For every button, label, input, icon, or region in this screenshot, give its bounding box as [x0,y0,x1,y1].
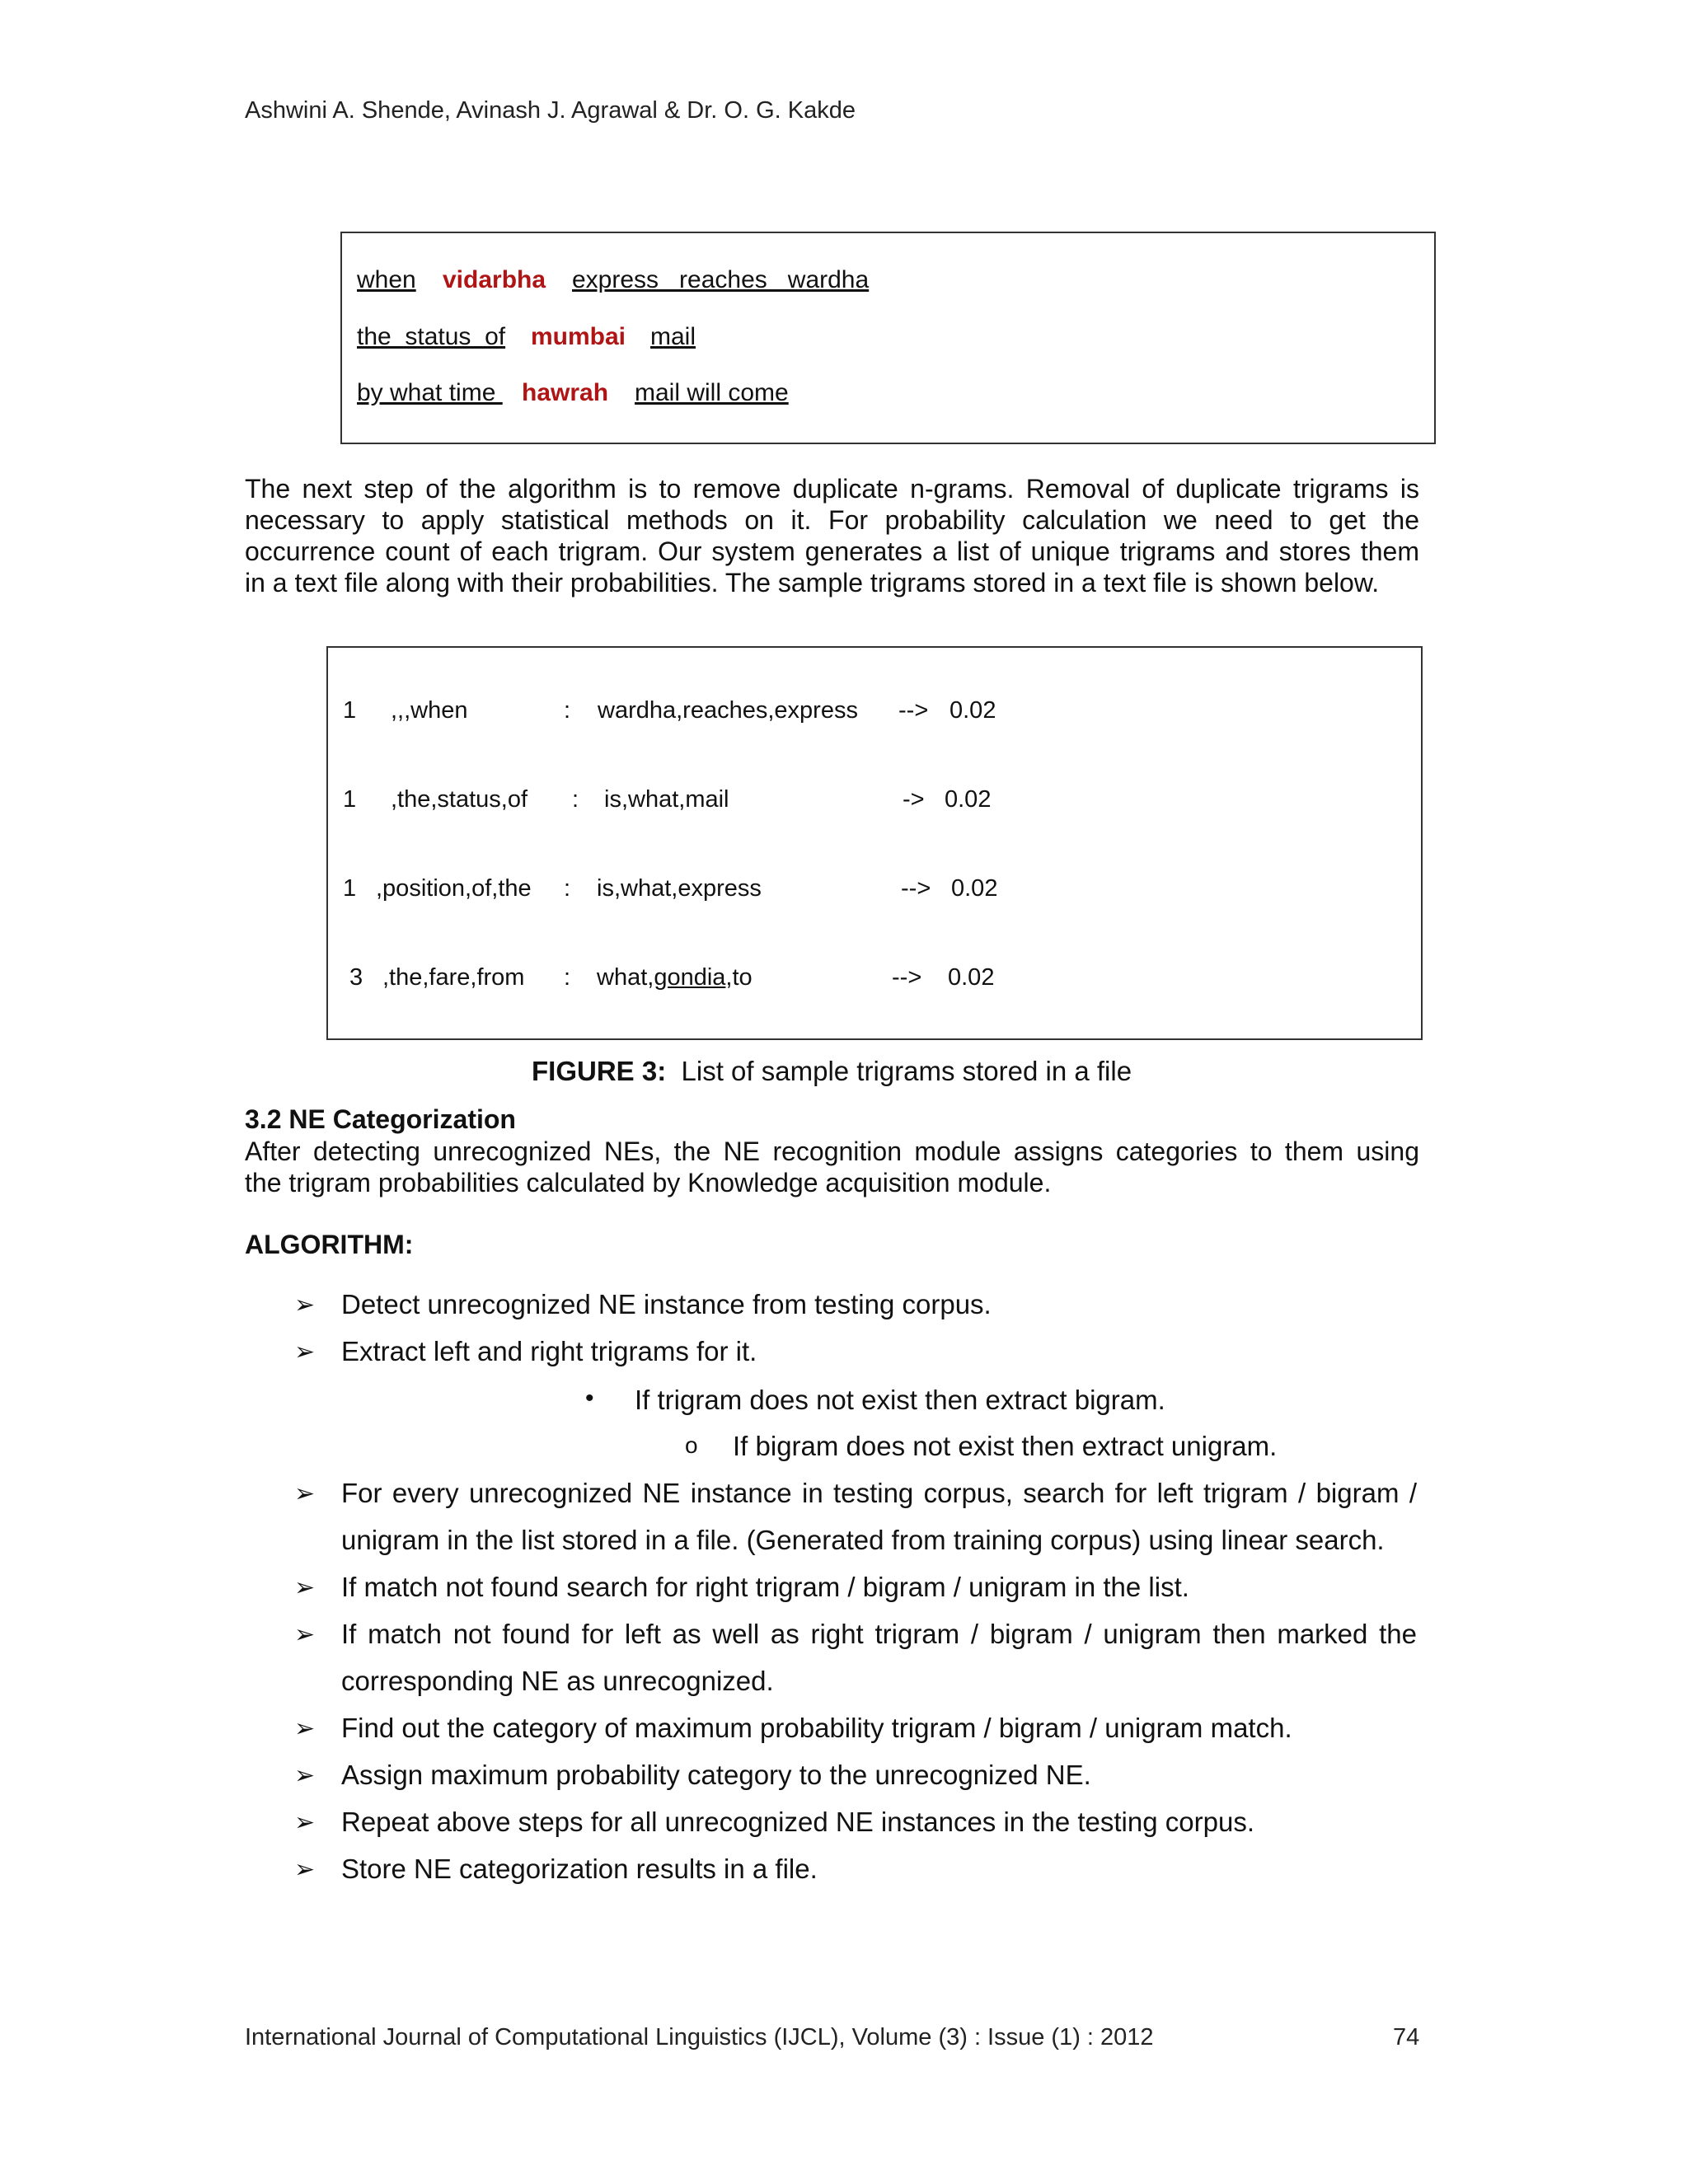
trigram-count: 1 [343,697,357,724]
trigram-right-underlined: gondia [654,964,726,991]
algorithm-substep: If trigram does not exist then extract bigram. [635,1385,1165,1415]
paragraph-line: After detecting unrecognized NEs, the NE recognition module assigns categories to them using [245,1137,1419,1166]
page-number: 74 [1393,2024,1420,2050]
trigram-left: ,the,fare,from [382,964,525,991]
dot-bullet-icon: • [585,1385,594,1412]
algorithm-step: Find out the category of maximum probability trigram / bigram / unigram match. [341,1713,1292,1743]
circle-bullet-icon: o [685,1432,698,1458]
algorithm-step: Repeat above steps for all unrecognized NE instances in the testing corpus. [341,1807,1254,1837]
trigram-left: ,,,when [391,697,468,724]
trigram-arrow: --> [898,697,929,724]
figure-label: FIGURE 3: [532,1056,667,1086]
arrow-bullet-icon: ➢ [294,1480,316,1507]
trigram-count: 1 [343,786,357,813]
algorithm-step-continuation: unigram in the list stored in a file. (Generated from training corpus) using linear search. [341,1525,1385,1555]
paragraph-duplicates [245,473,1419,598]
trigram-separator: : [564,964,571,991]
example-right-context: express reaches wardha [572,266,870,293]
trigram-right: is,what,mail [604,786,729,813]
paragraph-line: the trigram probabilities calculated by Knowledge acquisition module. [245,1168,1052,1197]
trigram-arrow: --> [901,875,931,902]
arrow-bullet-icon: ➢ [294,1762,316,1789]
section-title: 3.2 NE Categorization [245,1104,516,1134]
trigram-arrow: --> [892,964,922,991]
arrow-bullet-icon: ➢ [294,1338,316,1366]
arrow-bullet-icon: ➢ [294,1809,316,1836]
algorithm-step: Store NE categorization results in a file. [341,1854,818,1884]
trigram-arrow: -> [903,786,925,813]
figure-caption [532,1056,1132,1087]
trigram-count: 1 [343,875,357,902]
journal-footer: International Journal of Computational Linguistics (IJCL), Volume (3) : Issue (1) : 2012 [245,2024,1154,2050]
algorithm-step: Assign maximum probability category to the unrecognized NE. [341,1760,1091,1790]
trigram-right-suffix: ,to [725,964,753,991]
ne-examples-box [340,232,1436,444]
algorithm-step-continuation: corresponding NE as unrecognized. [341,1666,774,1696]
paragraph-line: necessary to apply statistical methods on it. For probability calculation we need to get the [245,505,1419,535]
example-left-context: the status of [357,323,506,350]
algorithm-title: ALGORITHM: [245,1230,414,1259]
trigram-probability: 0.02 [950,697,996,724]
example-left-context: by what time [357,379,503,406]
trigram-right-prefix: what, [597,964,654,991]
running-header: Ashwini A. Shende, Avinash J. Agrawal & Dr. O. G. Kakde [245,97,856,124]
paragraph-line: occurrence count of each trigram. Our system generates a list of unique trigrams and stores them [245,537,1419,566]
example-named-entity: vidarbha [443,266,546,293]
algorithm-step: For every unrecognized NE instance in testing corpus, search for left trigram / bigram / [341,1478,1417,1508]
trigram-probability: 0.02 [951,875,998,902]
trigram-count: 3 [349,964,363,991]
figure-caption-text: List of sample trigrams stored in a file [681,1056,1132,1086]
algorithm-subsubstep: If bigram does not exist then extract unigram. [733,1431,1278,1461]
trigram-separator: : [564,697,571,724]
algorithm-step: If match not found for left as well as right trigram / bigram / unigram then marked the [341,1619,1417,1649]
example-right-context: mail will come [635,379,789,406]
arrow-bullet-icon: ➢ [294,1574,316,1601]
arrow-bullet-icon: ➢ [294,1291,316,1319]
trigram-separator: : [572,786,579,813]
example-left-context: when [357,266,416,293]
arrow-bullet-icon: ➢ [294,1621,316,1648]
paragraph-line: The next step of the algorithm is to remove duplicate n-grams. Removal of duplicate trigrams is [245,474,1419,504]
trigram-left: ,the,status,of [391,786,528,813]
paragraph-line: in a text file along with their probabilities. The sample trigrams stored in a text file is shown below. [245,568,1380,598]
arrow-bullet-icon: ➢ [294,1856,316,1883]
algorithm-step: Detect unrecognized NE instance from testing corpus. [341,1289,992,1319]
trigram-right: wardha,reaches,express [598,697,858,724]
example-right-context: mail [650,323,696,350]
trigram-right [597,964,753,991]
algorithm-step: Extract left and right trigrams for it. [341,1336,757,1366]
trigram-right: is,what,express [597,875,762,902]
algorithm-step: If match not found search for right trigram / bigram / unigram in the list. [341,1572,1189,1602]
section-paragraph [245,1136,1419,1198]
trigram-probability: 0.02 [948,964,995,991]
trigram-left: ,position,of,the [376,875,532,902]
example-named-entity: mumbai [531,323,626,350]
trigram-probability: 0.02 [945,786,992,813]
arrow-bullet-icon: ➢ [294,1715,316,1742]
example-named-entity: hawrah [522,379,609,406]
trigram-separator: : [564,875,571,902]
trigram-list-box [326,646,1423,1040]
